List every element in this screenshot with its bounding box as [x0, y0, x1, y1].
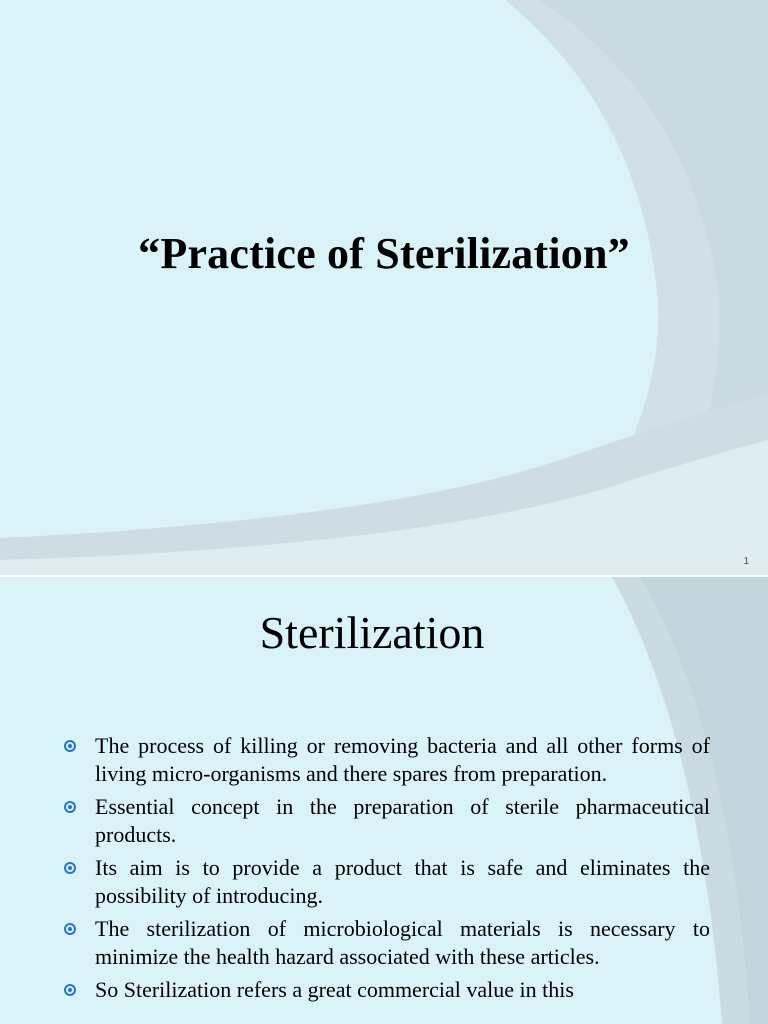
bullet-text: The sterilization of microbiological materials is necessary to minimize the health hazard associated with these articles. [95, 916, 710, 969]
circle-bullet-icon [64, 923, 76, 935]
slide-1-title: “Practice of Sterilization” [138, 229, 630, 278]
slide-2-title: Sterilization [259, 607, 485, 658]
circle-bullet-icon [64, 801, 76, 813]
bullet-item [62, 732, 710, 788]
bullet-text: So Sterilization refers a great commercial value in this [95, 977, 574, 1002]
slide-number: 1 [743, 556, 749, 567]
bullet-item [62, 915, 710, 971]
circle-bullet-icon [64, 862, 76, 874]
bullet-list [62, 732, 710, 1009]
bullet-item [62, 854, 710, 910]
bullet-text: Its aim is to provide a product that is safe and eliminates the possibility of introducing. [95, 855, 710, 908]
bullet-item [62, 976, 710, 1004]
circle-bullet-icon [64, 740, 76, 752]
slide-2 [0, 577, 768, 1024]
circle-bullet-icon [64, 984, 76, 996]
bullet-item [62, 793, 710, 849]
bullet-text: The process of killing or removing bacteria and all other forms of living micro-organisms and there spares from preparation. [95, 733, 710, 786]
bullet-text: Essential concept in the preparation of sterile pharmaceutical products. [95, 794, 710, 847]
